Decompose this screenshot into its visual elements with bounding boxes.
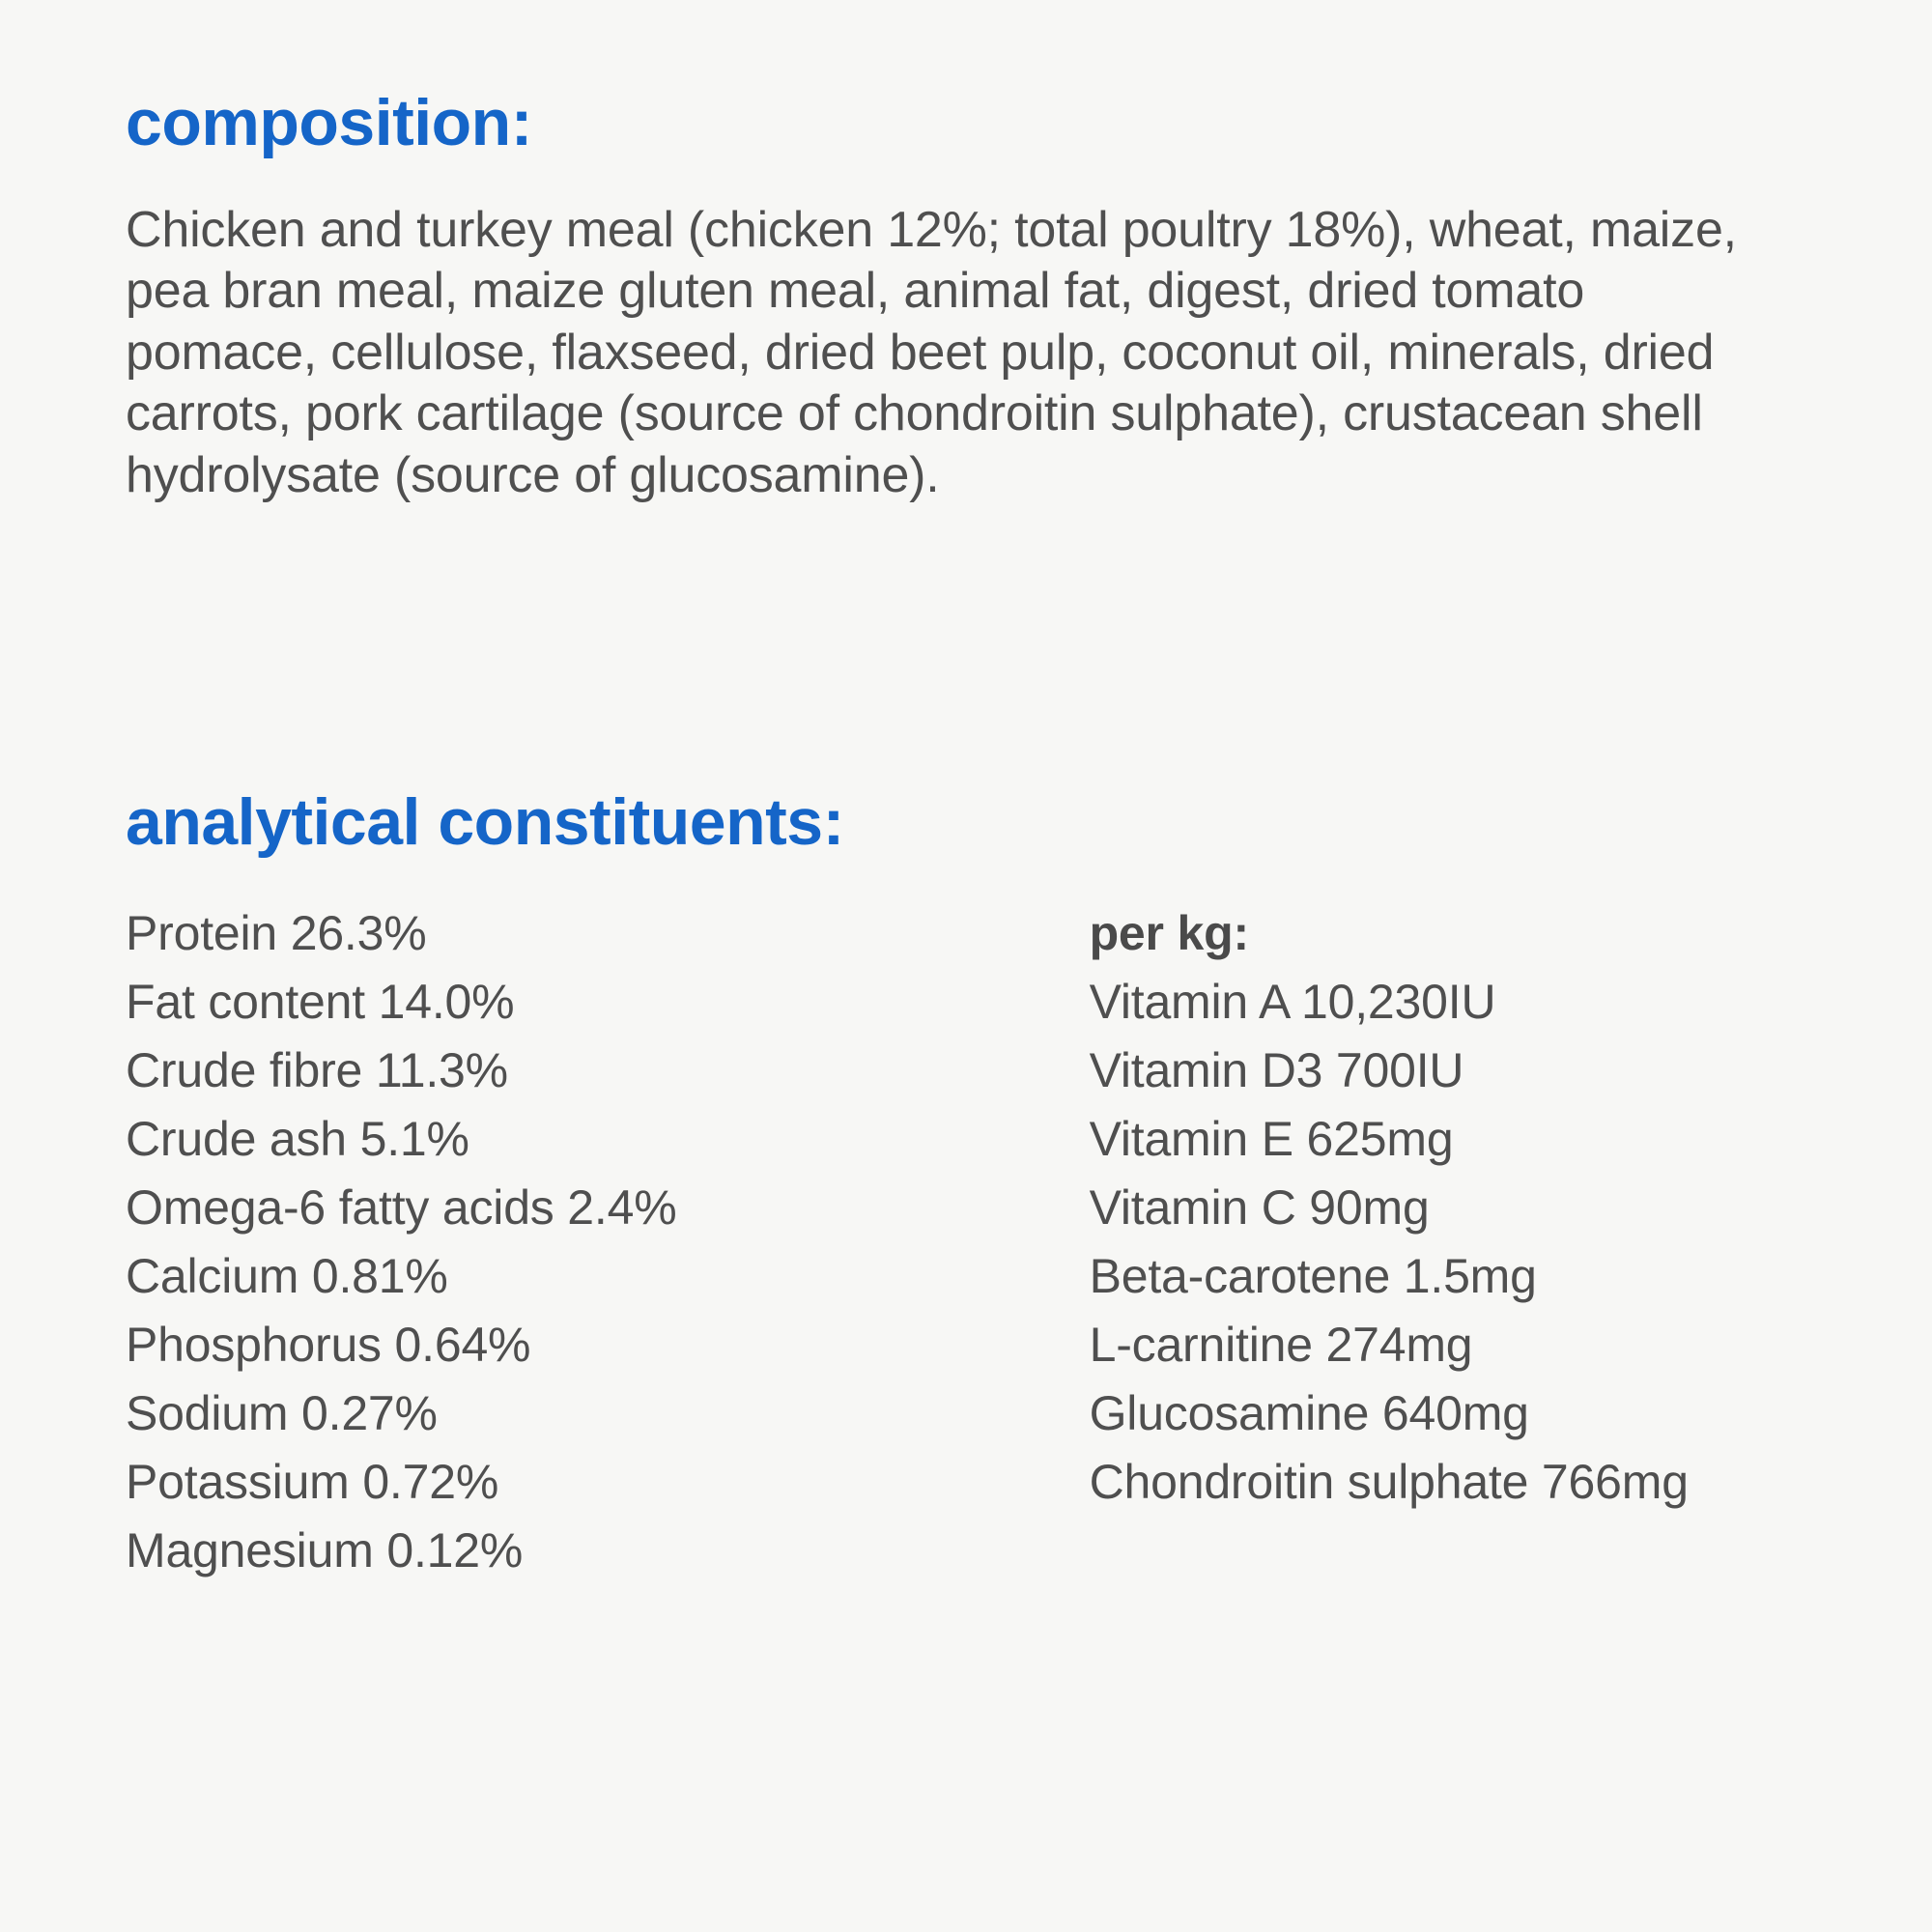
- per-kg-label: per kg:: [1089, 905, 1249, 960]
- list-item: Vitamin D3 700IU: [1089, 1042, 1464, 1097]
- list-item: Calcium 0.81%: [126, 1248, 448, 1303]
- composition-heading: composition:: [126, 86, 532, 159]
- list-item: Vitamin E 625mg: [1089, 1111, 1454, 1166]
- list-item: Potassium 0.72%: [126, 1454, 499, 1509]
- list-item: Omega-6 fatty acids 2.4%: [126, 1179, 677, 1235]
- list-item: Glucosamine 640mg: [1089, 1385, 1529, 1440]
- list-item: Sodium 0.27%: [126, 1385, 438, 1440]
- list-item: Magnesium 0.12%: [126, 1522, 524, 1577]
- list-item: Vitamin A 10,230IU: [1089, 974, 1496, 1029]
- list-item: Beta-carotene 1.5mg: [1089, 1248, 1537, 1303]
- analytical-right-column: [1090, 899, 1806, 1585]
- composition-ingredients-text: Chicken and turkey meal (chicken 12%; total poultry 18%), wheat, maize, pea bran meal, maize gluten meal, animal fat, digest, dried tomato pomace, cellulose, flaxseed, dried beet pulp, coconut oil, minerals, dried carrots, pork cartilage (source of chondroitin sulphate), crustacean shell hydrolysate (source of glucosamine).: [126, 201, 1737, 503]
- list-item: Phosphorus 0.64%: [126, 1317, 531, 1372]
- list-item: Chondroitin sulphate 766mg: [1089, 1454, 1689, 1509]
- list-item: Fat content 14.0%: [126, 974, 515, 1029]
- list-item: Crude ash 5.1%: [126, 1111, 469, 1166]
- list-item: Vitamin C 90mg: [1089, 1179, 1430, 1235]
- analytical-constituents-heading: analytical constituents:: [126, 784, 844, 859]
- list-item: Crude fibre 11.3%: [126, 1042, 508, 1097]
- analytical-left-column: [126, 899, 1090, 1585]
- list-item: L-carnitine 274mg: [1089, 1317, 1473, 1372]
- section-spacer: [126, 506, 1806, 748]
- analytical-columns: [126, 899, 1806, 1585]
- analytical-constituents-section: [126, 786, 1806, 1585]
- list-item: Protein 26.3%: [126, 905, 427, 960]
